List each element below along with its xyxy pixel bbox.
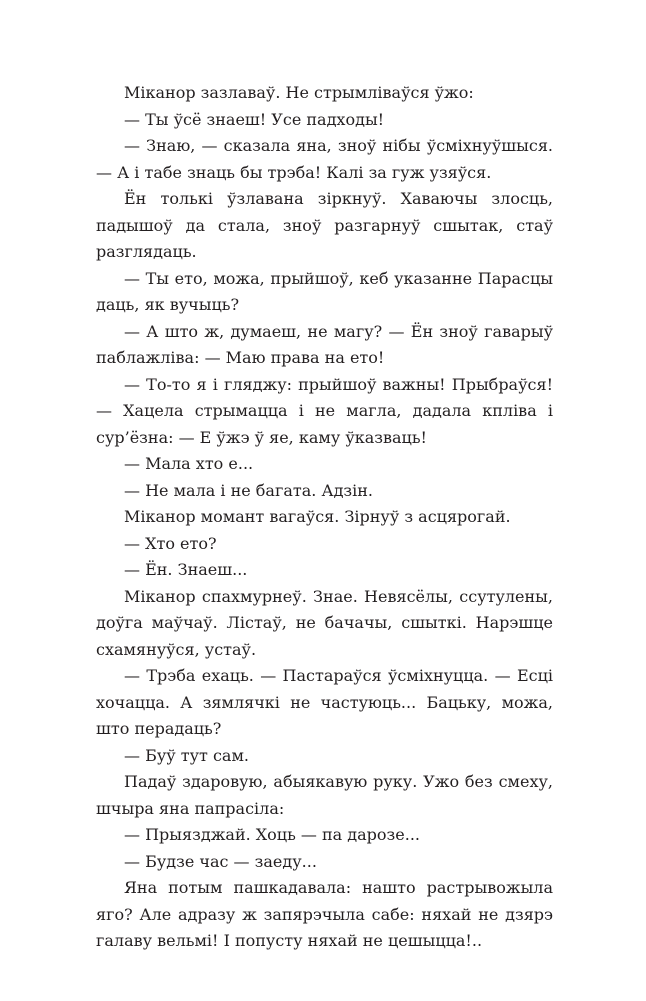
- paragraph: — Хто ето?: [124, 533, 217, 553]
- paragraph: — Буў тут сам.: [124, 745, 249, 765]
- paragraph: Яна потым пашкадавала: нашто растрывожыла яго? Але адразу ж запярэчыла сабе: няхай не дзярэ галаву вельмі! І попусту няхай не цешыцца!..: [96, 878, 553, 950]
- paragraph: — Ты ўсё знаеш! Усе падходы!: [124, 109, 385, 129]
- paragraph: Ён толькі ўзлавана зіркнуў. Хаваючы злосць, падышоў да стала, зноў разгарнуў сшытак, стаў разглядаць.: [96, 189, 553, 261]
- paragraph: — Ён. Знаеш...: [124, 560, 248, 579]
- paragraph: Падаў здаровую, абыякавую руку. Ужо без смеху, шчыра яна папрасіла:: [96, 772, 553, 818]
- paragraph: — Прыязджай. Хоць — па дарозе...: [124, 825, 420, 844]
- paragraph: Міканор спахмурнеў. Знае. Невясёлы, ссутулены, доўга маўчаў. Лістаў, не бачачы, сшыткі. Нарэшце схамянуўся, устаў.: [96, 586, 553, 659]
- paragraph: Міканор момант вагаўся. Зірнуў з асцярогай.: [124, 507, 511, 526]
- paragraph: — Будзе час — заеду...: [124, 851, 317, 871]
- paragraph: — То-то я і гляджу: прыйшоў важны! Прыбраўся! — Хацела стрымацца і не магла, дадала кпліва і сур’ёзна: — Е ўжэ ў яе, каму ўказваць!: [96, 374, 553, 447]
- page-text: [96, 80, 553, 955]
- paragraph: — Трэба ехаць. — Пастараўся ўсміхнуцца. — Есці хочацца. А зямлячкі не частуюць... Бацьку, можа, што перадаць?: [96, 666, 553, 738]
- paragraph: — А што ж, думаеш, не магу? — Ён зноў гаварыў паблажліва: — Маю права на ето!: [96, 321, 553, 367]
- paragraph: — Мала хто е...: [124, 454, 254, 473]
- paragraph: — Не мала і не багата. Адзін.: [124, 480, 374, 500]
- paragraph: — Знаю, — сказала яна, зноў нібы ўсміхнуўшыся. — А і табе знаць бы трэба! Калі за гуж узяўся.: [96, 136, 553, 182]
- paragraph: — Ты ето, можа, прыйшоў, кеб указанне Парасцы даць, як вучыць?: [96, 268, 553, 314]
- paragraph: Міканор зазлаваў. Не стрымліваўся ўжо:: [124, 83, 474, 102]
